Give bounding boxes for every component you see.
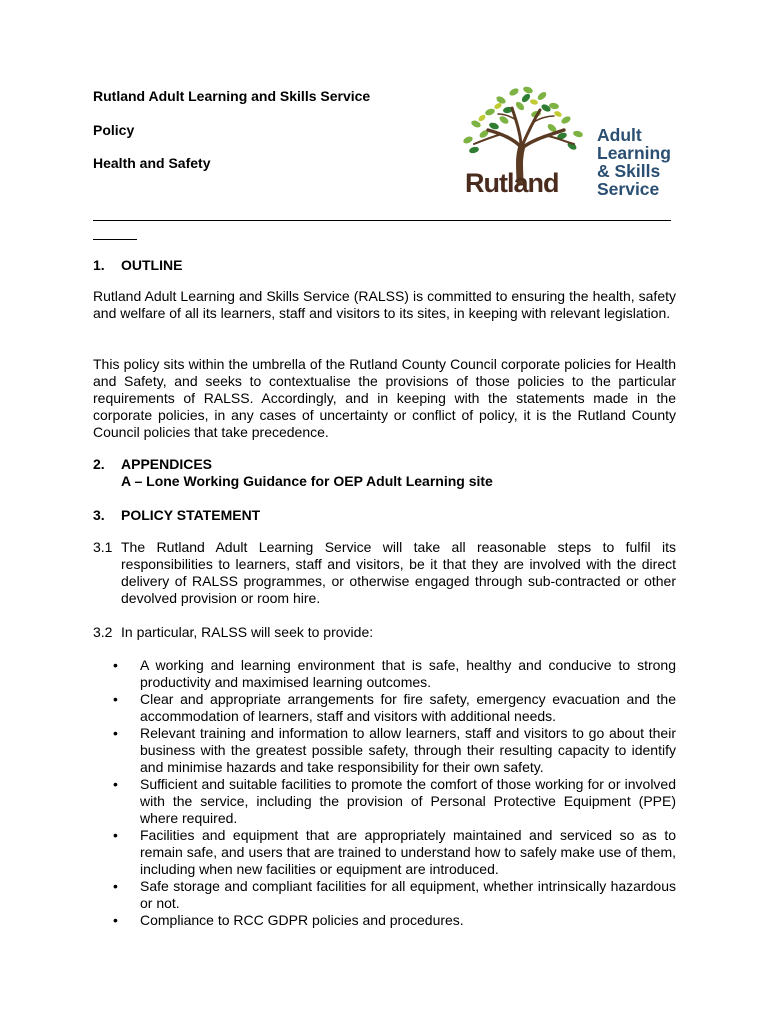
section-outline-heading [93, 257, 182, 274]
section-title: OUTLINE [121, 257, 183, 273]
list-item-text: Clear and appropriate arrangements for fire safety, emergency evacuation and the accommodation of learners, staff and visitors with additional needs. [140, 691, 676, 724]
section-policy-heading [93, 507, 260, 524]
section-number: 1. [93, 257, 105, 273]
list-item-text: Facilities and equipment that are appropriately maintained and serviced so as to remain safe, and users that are trained to understand how to safely make use of them, including when new facilities or equipment are introduced. [140, 827, 676, 877]
bullet-icon: • [113, 878, 118, 894]
list-item-text: Compliance to RCC GDPR policies and procedures. [140, 912, 464, 928]
logo-service-line: Adult [597, 125, 642, 145]
bullet-icon: • [113, 827, 118, 843]
paragraph-text: In particular, RALSS will seek to provide: [121, 624, 374, 640]
list-item-text: Safe storage and compliant facilities for all equipment, whether intrinsically hazardous or not. [140, 878, 676, 911]
paragraph-number: 3.1 [93, 539, 113, 555]
logo-service-line: & Skills [597, 161, 661, 181]
logo-service-line: Service [597, 179, 660, 199]
header-divider-continuation [93, 239, 137, 240]
document-title: Health and Safety [93, 155, 211, 171]
list-item [113, 725, 676, 776]
logo-wordmark: Rutland [465, 168, 559, 198]
logo-service-line: Learning [597, 143, 671, 163]
list-item [113, 878, 676, 912]
section-number: 3. [93, 507, 105, 523]
outline-paragraph-2: This policy sits within the umbrella of the Rutland County Council corporate policies for Health and Safety, and seeks to contextualise the provisions of those policies to the particular requirements of RALSS. Accordingly, and in keeping with the statements made in the corporate policies, in any cases of uncertainty or conflict of policy, it is the Rutland County Council policies that take precedence. [93, 356, 676, 440]
list-item [113, 657, 676, 691]
section-title: APPENDICES [121, 456, 213, 472]
outline-paragraph-1: Rutland Adult Learning and Skills Service (RALSS) is committed to ensuring the health, safety and welfare of all its learners, staff and visitors to its sites, in keeping with relevant legislation. [93, 288, 676, 321]
list-item [113, 776, 676, 827]
list-item [113, 827, 676, 878]
list-item-text: A working and learning environment that is safe, healthy and conducive to strong productivity and maximised learning outcomes. [140, 657, 676, 690]
logo-service-name [597, 126, 671, 198]
bullet-icon: • [113, 776, 118, 792]
list-item [113, 912, 676, 929]
policy-paragraph-3-1 [93, 539, 676, 607]
list-item-text: Relevant training and information to allow learners, staff and visitors to go about their business with the greatest possible safety, through their resulting capacity to identify and minimise hazards and take responsibility for their own safety. [140, 725, 676, 775]
paragraph-number: 3.2 [93, 624, 113, 640]
bullet-icon: • [113, 912, 118, 928]
provision-list [113, 657, 676, 929]
organisation-name: Rutland Adult Learning and Skills Service [93, 88, 371, 104]
policy-paragraph-3-2 [93, 624, 676, 641]
list-item [113, 691, 676, 725]
document-type: Policy [93, 122, 135, 138]
ralss-logo [454, 84, 684, 206]
section-appendices-heading [93, 456, 493, 490]
appendix-item: A – Lone Working Guidance for OEP Adult Learning site [121, 473, 493, 489]
section-title: POLICY STATEMENT [121, 507, 261, 523]
header-divider [93, 220, 671, 221]
bullet-icon: • [113, 691, 118, 707]
section-number: 2. [93, 456, 105, 472]
bullet-icon: • [113, 657, 118, 673]
list-item-text: Sufficient and suitable facilities to promote the comfort of those working for or involved with the service, including the provision of Personal Protective Equipment (PPE) where required. [140, 776, 676, 826]
bullet-icon: • [113, 725, 118, 741]
paragraph-text: The Rutland Adult Learning Service will take all reasonable steps to fulfil its responsibilities to learners, staff and visitors, be it that they are involved with the direct delivery of RALSS programmes, or otherwise engaged through sub-contracted or other devolved provision or room hire. [121, 539, 676, 606]
